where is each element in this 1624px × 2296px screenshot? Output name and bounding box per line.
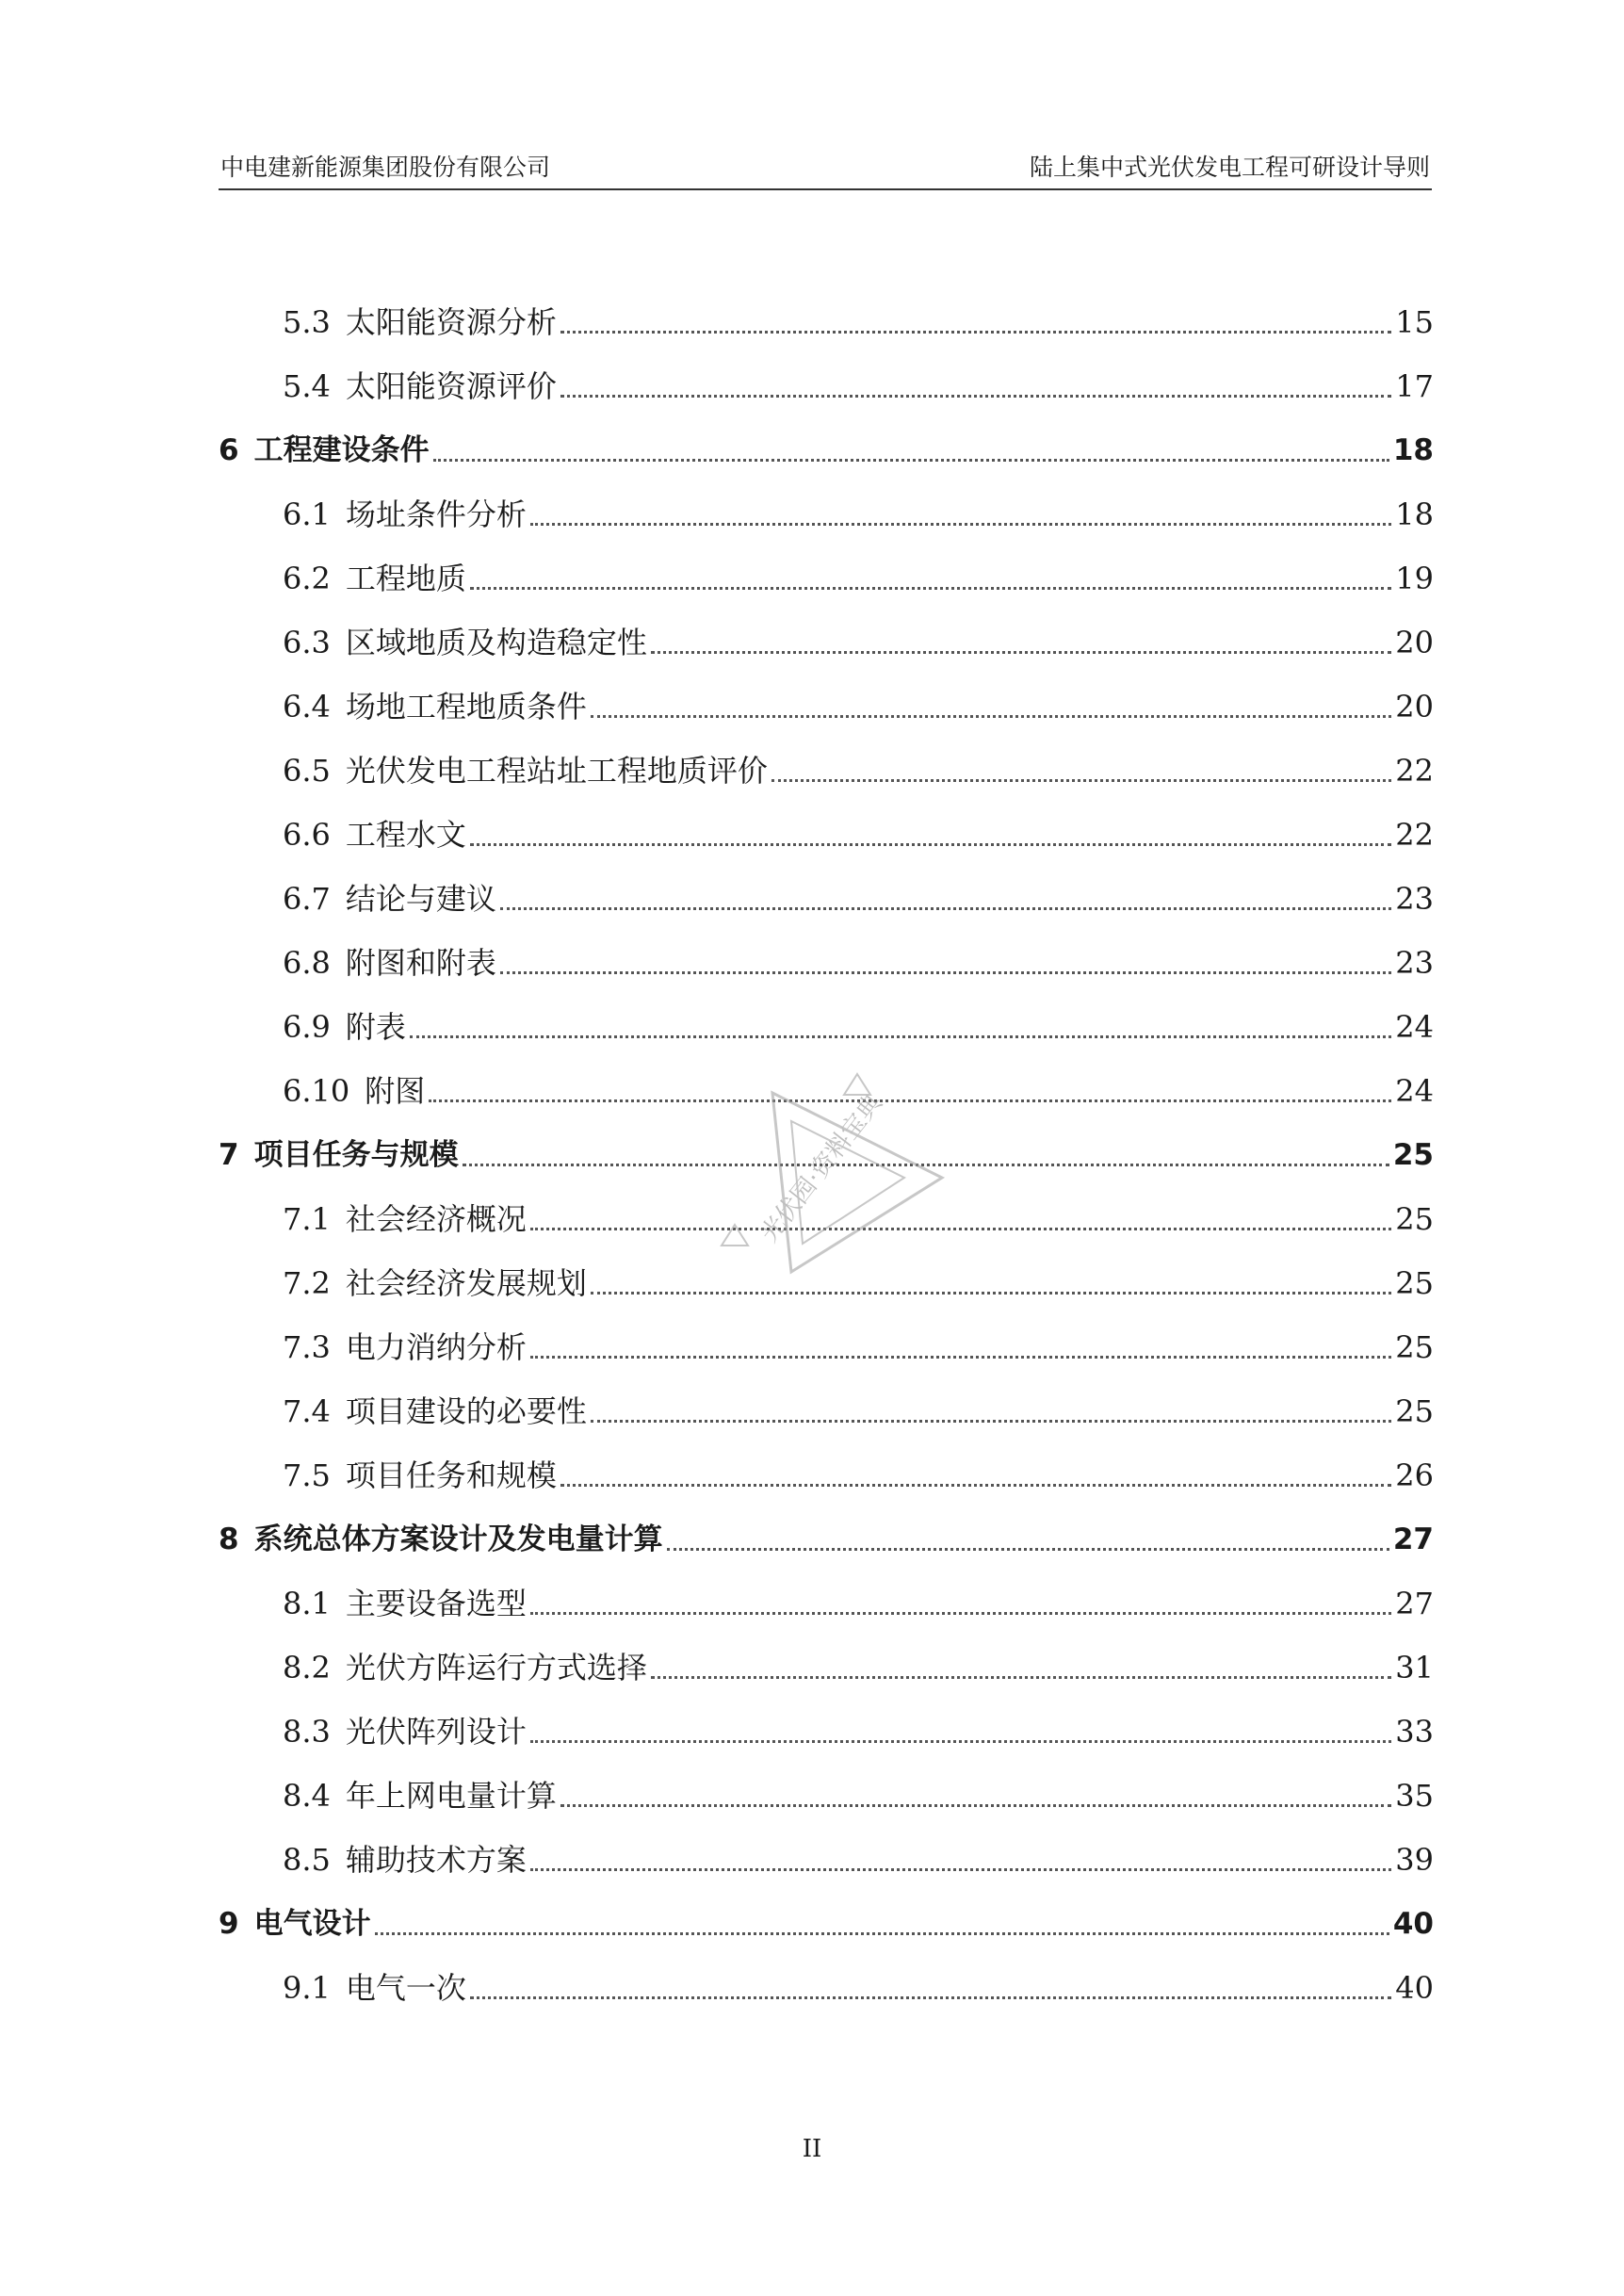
toc-chapter-entry[interactable] bbox=[219, 407, 1434, 471]
toc-entry-title: 区域地质及构造稳定性 bbox=[345, 625, 647, 660]
toc-entry-title: 工程建设条件 bbox=[253, 433, 430, 467]
toc-section-entry[interactable] bbox=[219, 599, 1434, 663]
toc-entry-title: 电力消纳分析 bbox=[345, 1329, 527, 1365]
toc-entry-number: 5.4 bbox=[283, 368, 331, 404]
toc-entry-page: 23 bbox=[1395, 881, 1434, 917]
toc-entry-title: 太阳能资源评价 bbox=[345, 368, 557, 404]
toc-dot-leader bbox=[651, 650, 1391, 654]
toc-entry-title: 辅助技术方案 bbox=[345, 1842, 527, 1878]
toc-entry-number: 8.2 bbox=[283, 1650, 331, 1685]
toc-entry-page: 25 bbox=[1392, 1138, 1434, 1172]
toc-entry-title: 工程地质 bbox=[345, 561, 466, 596]
toc-entry-title: 年上网电量计算 bbox=[345, 1778, 557, 1814]
toc-entry-title: 电气一次 bbox=[345, 1970, 466, 2006]
toc-entry-title: 主要设备选型 bbox=[345, 1586, 527, 1621]
toc-entry-number: 6.1 bbox=[283, 497, 331, 532]
toc-section-entry[interactable] bbox=[219, 1688, 1434, 1752]
toc-entry-page: 40 bbox=[1392, 1907, 1434, 1941]
toc-dot-leader bbox=[591, 1291, 1391, 1295]
watermark-text: 光伏园·资料宝典 bbox=[755, 1088, 888, 1248]
toc-entry-page: 27 bbox=[1392, 1523, 1434, 1556]
toc-entry-number: 6.3 bbox=[283, 625, 331, 660]
toc-dot-leader bbox=[470, 1995, 1391, 1999]
toc-entry-title: 社会经济概况 bbox=[345, 1201, 527, 1237]
toc-section-entry[interactable] bbox=[219, 791, 1434, 855]
toc-section-entry[interactable] bbox=[219, 984, 1434, 1048]
toc-entry-number: 6.6 bbox=[283, 817, 331, 853]
toc-entry-title: 社会经济发展规划 bbox=[345, 1265, 587, 1301]
toc-entry-page: 25 bbox=[1395, 1265, 1434, 1301]
toc-entry-number: 7.3 bbox=[283, 1329, 331, 1365]
toc-dot-leader bbox=[530, 1867, 1391, 1871]
toc-entry-number: 8.1 bbox=[283, 1586, 331, 1621]
toc-entry-number: 7.2 bbox=[283, 1265, 331, 1301]
toc-entry-number: 8.3 bbox=[283, 1714, 331, 1750]
toc-entry-title: 光伏阵列设计 bbox=[345, 1714, 527, 1750]
toc-dot-leader bbox=[560, 330, 1391, 334]
toc-entry-page: 18 bbox=[1395, 497, 1434, 532]
toc-dot-leader bbox=[433, 458, 1389, 462]
toc-section-entry[interactable] bbox=[219, 663, 1434, 727]
toc-section-entry[interactable] bbox=[219, 855, 1434, 920]
toc-entry-number: 7.1 bbox=[283, 1201, 331, 1237]
toc-entry-title: 工程水文 bbox=[345, 817, 466, 853]
toc-entry-page: 26 bbox=[1395, 1457, 1434, 1493]
toc-entry-title: 光伏发电工程站址工程地质评价 bbox=[345, 753, 768, 789]
toc-entry-title: 项目任务和规模 bbox=[345, 1457, 557, 1493]
toc-dot-leader bbox=[651, 1675, 1391, 1679]
toc-entry-number: 6.10 bbox=[283, 1073, 350, 1109]
toc-dot-leader bbox=[560, 1803, 1391, 1807]
toc-entry-page: 24 bbox=[1395, 1009, 1434, 1045]
toc-entry-number: 7.5 bbox=[283, 1457, 331, 1493]
toc-entry-number: 6.2 bbox=[283, 561, 331, 596]
toc-entry-number: 8.4 bbox=[283, 1778, 331, 1814]
toc-dot-leader bbox=[771, 778, 1391, 782]
toc-entry-page: 25 bbox=[1395, 1329, 1434, 1365]
toc-dot-leader bbox=[530, 522, 1391, 526]
toc-entry-page: 33 bbox=[1395, 1714, 1434, 1750]
toc-entry-number: 6.5 bbox=[283, 753, 331, 789]
toc-entry-page: 35 bbox=[1395, 1778, 1434, 1814]
watermark-triangle-icon bbox=[716, 1055, 980, 1281]
toc-section-entry[interactable] bbox=[219, 920, 1434, 984]
toc-section-entry[interactable] bbox=[219, 1624, 1434, 1688]
toc-entry-page: 20 bbox=[1395, 625, 1434, 660]
toc-entry-page: 18 bbox=[1392, 433, 1434, 467]
toc-entry-number: 7 bbox=[219, 1138, 239, 1172]
toc-entry-number: 9 bbox=[219, 1907, 239, 1941]
toc-chapter-entry[interactable] bbox=[219, 1881, 1434, 1945]
toc-dot-leader bbox=[591, 1419, 1391, 1423]
toc-section-entry[interactable] bbox=[219, 1752, 1434, 1816]
toc-dot-leader bbox=[530, 1355, 1391, 1359]
toc-entry-title: 结论与建议 bbox=[345, 881, 496, 917]
toc-entry-page: 15 bbox=[1395, 304, 1434, 340]
toc-entry-page: 19 bbox=[1395, 561, 1434, 596]
toc-section-entry[interactable] bbox=[219, 1304, 1434, 1368]
toc-entry-number: 7.4 bbox=[283, 1393, 331, 1429]
toc-section-entry[interactable] bbox=[219, 1368, 1434, 1432]
toc-entry-page: 20 bbox=[1395, 689, 1434, 725]
watermark-logo bbox=[716, 1055, 980, 1281]
toc-entry-title: 附表 bbox=[345, 1009, 406, 1045]
toc-entry-title: 项目建设的必要性 bbox=[345, 1393, 587, 1429]
toc-entry-title: 项目任务与规模 bbox=[253, 1138, 459, 1172]
toc-section-entry[interactable] bbox=[219, 279, 1434, 343]
toc-section-entry[interactable] bbox=[219, 727, 1434, 791]
toc-dot-leader bbox=[560, 394, 1391, 398]
toc-entry-title: 光伏方阵运行方式选择 bbox=[345, 1650, 647, 1685]
toc-section-entry[interactable] bbox=[219, 343, 1434, 407]
toc-entry-page: 17 bbox=[1395, 368, 1434, 404]
toc-section-entry[interactable] bbox=[219, 535, 1434, 599]
toc-section-entry[interactable] bbox=[219, 1816, 1434, 1881]
toc-section-entry[interactable] bbox=[219, 1945, 1434, 2009]
toc-entry-number: 6.7 bbox=[283, 881, 331, 917]
header-organization: 中电建新能源集团股份有限公司 bbox=[220, 154, 551, 181]
toc-dot-leader bbox=[530, 1611, 1391, 1615]
toc-entry-page: 24 bbox=[1395, 1073, 1434, 1109]
toc-entry-number: 6.4 bbox=[283, 689, 331, 725]
toc-entry-number: 8 bbox=[219, 1523, 239, 1556]
toc-entry-page: 40 bbox=[1395, 1970, 1434, 2006]
toc-section-entry[interactable] bbox=[219, 471, 1434, 535]
toc-dot-leader bbox=[560, 1483, 1391, 1487]
toc-entry-number: 6.8 bbox=[283, 945, 331, 981]
toc-entry-number: 8.5 bbox=[283, 1842, 331, 1878]
toc-dot-leader bbox=[667, 1547, 1389, 1551]
toc-entry-page: 27 bbox=[1395, 1586, 1434, 1621]
toc-entry-page: 22 bbox=[1395, 753, 1434, 789]
toc-entry-page: 25 bbox=[1395, 1201, 1434, 1237]
toc-entry-number: 6 bbox=[219, 433, 239, 467]
header-document-title: 陆上集中式光伏发电工程可研设计导则 bbox=[1029, 154, 1430, 181]
toc-entry-number: 9.1 bbox=[283, 1970, 331, 2006]
toc-entry-page: 23 bbox=[1395, 945, 1434, 981]
toc-entry-title: 附图 bbox=[365, 1073, 426, 1109]
toc-dot-leader bbox=[470, 586, 1391, 590]
toc-entry-title: 太阳能资源分析 bbox=[345, 304, 557, 340]
toc-chapter-entry[interactable] bbox=[219, 1496, 1434, 1560]
toc-entry-title: 场址条件分析 bbox=[345, 497, 527, 532]
toc-entry-number: 6.9 bbox=[283, 1009, 331, 1045]
toc-dot-leader bbox=[530, 1739, 1391, 1743]
page-number: II bbox=[802, 2135, 822, 2163]
toc-dot-leader bbox=[500, 906, 1391, 910]
toc-entry-title: 系统总体方案设计及发电量计算 bbox=[253, 1523, 663, 1556]
toc-entry-number: 5.3 bbox=[283, 304, 331, 340]
toc-section-entry[interactable] bbox=[219, 1560, 1434, 1624]
toc-entry-page: 39 bbox=[1395, 1842, 1434, 1878]
toc-dot-leader bbox=[591, 714, 1391, 718]
toc-dot-leader bbox=[375, 1931, 1389, 1935]
toc-entry-title: 电气设计 bbox=[253, 1907, 371, 1941]
toc-section-entry[interactable] bbox=[219, 1432, 1434, 1496]
toc-dot-leader bbox=[410, 1034, 1391, 1038]
toc-entry-title: 附图和附表 bbox=[345, 945, 496, 981]
toc-entry-page: 25 bbox=[1395, 1393, 1434, 1429]
page-header bbox=[219, 151, 1432, 190]
toc-dot-leader bbox=[500, 970, 1391, 974]
toc-entry-page: 31 bbox=[1395, 1650, 1434, 1685]
toc-entry-title: 场地工程地质条件 bbox=[345, 689, 587, 725]
toc-entry-page: 22 bbox=[1395, 817, 1434, 853]
toc-dot-leader bbox=[470, 842, 1391, 846]
